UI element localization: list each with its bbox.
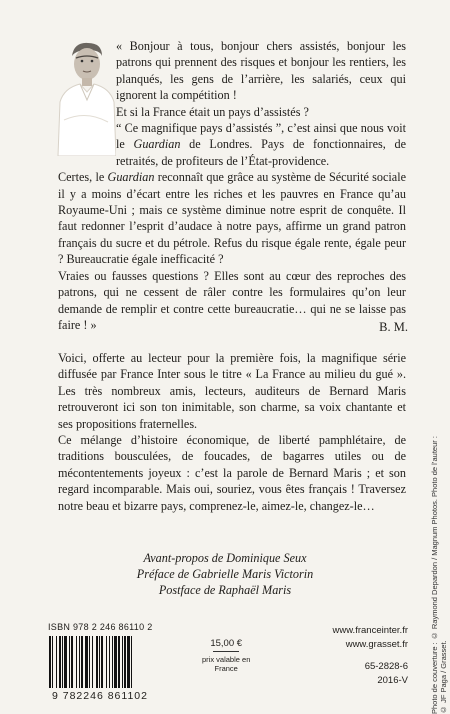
photo-credit: Photo de couverture : © Raymond Depardon / Magnum Photos. Photo de l’auteur : © JF Paga / Grasset. (430, 436, 448, 714)
barcode-bar (109, 636, 110, 688)
barcode-bar (118, 636, 120, 688)
contributors-credits (0, 550, 450, 598)
barcode-bar (62, 636, 63, 688)
price-note-line-2: France (214, 664, 238, 673)
barcode-bar (106, 636, 107, 688)
barcode-bar (71, 636, 73, 688)
url-franceinter: www.franceinter.fr (332, 625, 408, 636)
barcode-bar (112, 636, 113, 688)
url-grasset: www.grasset.fr (345, 639, 408, 650)
barcode-bar (85, 636, 88, 688)
barcode-bar (59, 636, 61, 688)
quote-signature: B. M. (379, 320, 408, 334)
quote-paragraph-1: « Bonjour à tous, bonjour chers assistés, bonjour les patrons qui prennent des risques et bonjour les rentiers, les planqués, les gens de l’arrière, les salariés, ceux qui ignorent la compétition ! (116, 39, 406, 103)
barcode-bar (131, 636, 132, 688)
barcode-bar (76, 636, 77, 688)
barcode-bar (49, 636, 51, 688)
presentation-paragraph-2: Ce mélange d’histoire économique, de liberté pamphlétaire, de traditions bousculées, de foucades, de bagarres utiles ou de mécontentements joyeux : c’est la parole de Bernard Maris ; et son regard incomparable. Mais oui, souriez, vous êtes français ! Traversez notre beau et bizarre pays, comprenez-le, aimez-le, changez-le… (58, 433, 406, 513)
barcode-bar (114, 636, 117, 688)
afterword-credit: Postface de Raphaël Maris (158, 583, 292, 597)
barcode-bar (127, 636, 130, 688)
barcode-bar (124, 636, 126, 688)
barcode-bar (89, 636, 90, 688)
barcode-bar (99, 636, 100, 688)
price-amount: 15,00 € (210, 638, 243, 649)
barcode (48, 636, 166, 688)
barcode-number: 9 782246 861102 (52, 690, 148, 702)
quote-paragraph-3: “ Ce magnifique pays d’assistés ”, c’est ainsi que nous voit le Guardian de Londres. Pays de fonctionnaires, de retraités, de profiteurs de l’État-providence. (116, 121, 407, 168)
barcode-bar (101, 636, 103, 688)
barcode-bar (96, 636, 98, 688)
edition-code: 2016-V (377, 675, 408, 686)
price-note-line-1: prix valable en (202, 655, 251, 664)
price-divider (213, 651, 239, 652)
foreword-credit: Avant-propos de Dominique Seux (143, 551, 307, 565)
publisher-codes (365, 660, 408, 688)
barcode-bar (69, 636, 70, 688)
quote-paragraph-2: Et si la France était un pays d’assistés ? (116, 104, 309, 119)
back-cover-quote (58, 38, 406, 333)
quote-paragraph-4: Certes, le Guardian reconnaît que grâce au système de Sécurité sociale il y a moins d’écart entre les riches et les pauvres en France qu’au Royaume-Uni ; mais ce système diminue notre esprit de conquête. Il faut redonner l’esprit d’audace à notre pays, affirme un grand patron français du sucre et du pétrole. Refus du risque égale rente, égale peur ? Bureaucratie égale inefficacité ? (58, 170, 407, 267)
barcode-bar (52, 636, 53, 688)
barcode-bar (79, 636, 80, 688)
barcode-bar (122, 636, 123, 688)
barcode-bar (64, 636, 67, 688)
isbn-text: ISBN 978 2 246 86110 2 (48, 622, 153, 632)
publisher-urls (333, 624, 409, 652)
preface-credit: Préface de Gabrielle Maris Victorin (136, 567, 314, 581)
price-block (202, 638, 250, 673)
barcode-bar (56, 636, 57, 688)
barcode-bar (81, 636, 83, 688)
presentation-paragraph-1: Voici, offerte au lecteur pour la première fois, la magnifique série diffusée par France Inter sous le titre « La France au milieu du gué ». Les très nombreux amis, lecteurs, auditeurs de Bernard Maris retrouveront ici son ton inimitable, son charme, sa voix chantante et ses propositions fraternelles. (58, 351, 406, 431)
barcode-bar (92, 636, 93, 688)
catalog-code: 65-2828-6 (364, 661, 408, 672)
quote-paragraph-5: Vraies ou fausses questions ? Elles sont au cœur des reproches des patrons, qui ne cessent de râler contre les formulaires qu’on leur demande de remplir et contre cette bureaucratie… qui ne se laisse pas faire ! » (58, 268, 406, 332)
